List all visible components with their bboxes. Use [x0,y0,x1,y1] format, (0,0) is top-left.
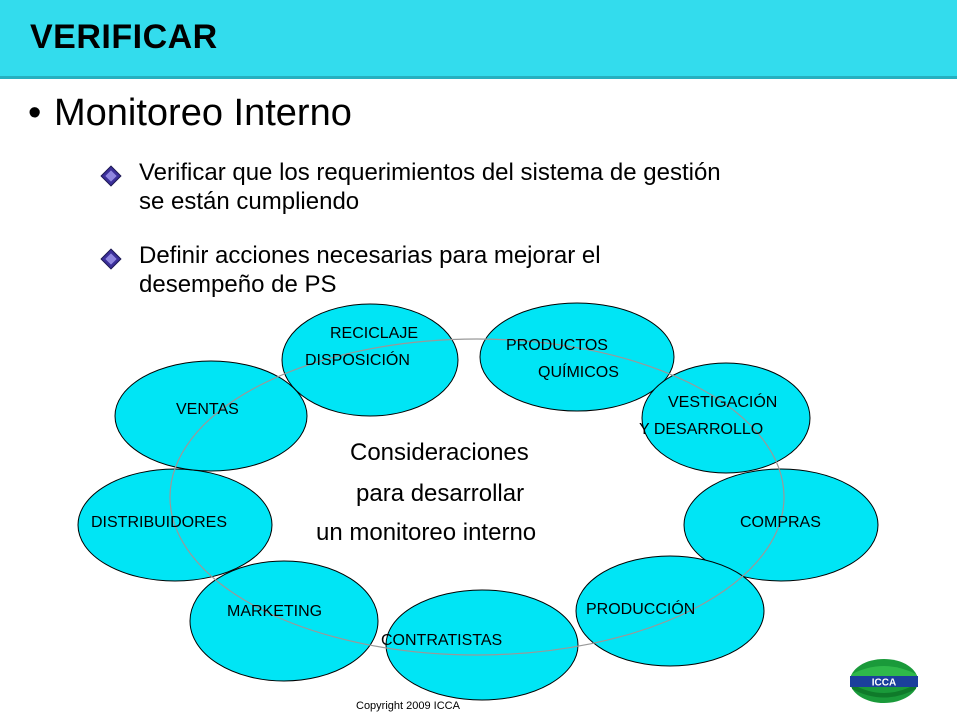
node-reciclaje-label-2: DISPOSICIÓN [305,352,410,369]
main-bullet-text: Monitoreo Interno [54,92,352,134]
bullet-marker: • [28,92,42,134]
icca-logo [846,656,922,706]
node-compras-label: COMPRAS [740,514,821,531]
logo-text: ICCA [871,677,897,689]
copyright-text: Copyright 2009 ICCA [356,700,460,712]
node-marketing-label: MARKETING [227,603,323,620]
node-distribuidores-label: DISTRIBUIDORES [91,514,228,531]
node-reciclaje-label-1: RECICLAJE [330,325,419,342]
center-label-line1: Consideraciones [350,439,529,466]
node-productos-label-1: PRODUCTOS [506,337,608,354]
node-investigacion-label-1: VESTIGACIÓN [668,394,778,411]
sub-item-1-line1: Verificar que los requerimientos del sistema de gestión [139,159,721,186]
node-marketing [190,561,378,681]
center-label-line3: un monitoreo interno [316,519,537,546]
sub-item-2-line1: Definir acciones necesarias para mejorar el [139,242,601,269]
node-productos [480,303,674,411]
slide-title: VERIFICAR [30,18,218,56]
node-contratistas-label: CONTRATISTAS [381,632,503,649]
node-investigacion-label-2: Y DESARROLLO [639,421,764,438]
node-ventas-label: VENTAS [176,401,239,418]
sub-item-2-line2: desempeño de PS [139,271,337,298]
node-produccion-label: PRODUCCIÓN [586,601,696,618]
node-investigacion [642,363,810,473]
center-label-line2: para desarrollar [356,480,525,507]
sub-item-1-line2: se están cumpliendo [139,188,360,215]
node-productos-label-2: QUÍMICOS [538,364,619,381]
